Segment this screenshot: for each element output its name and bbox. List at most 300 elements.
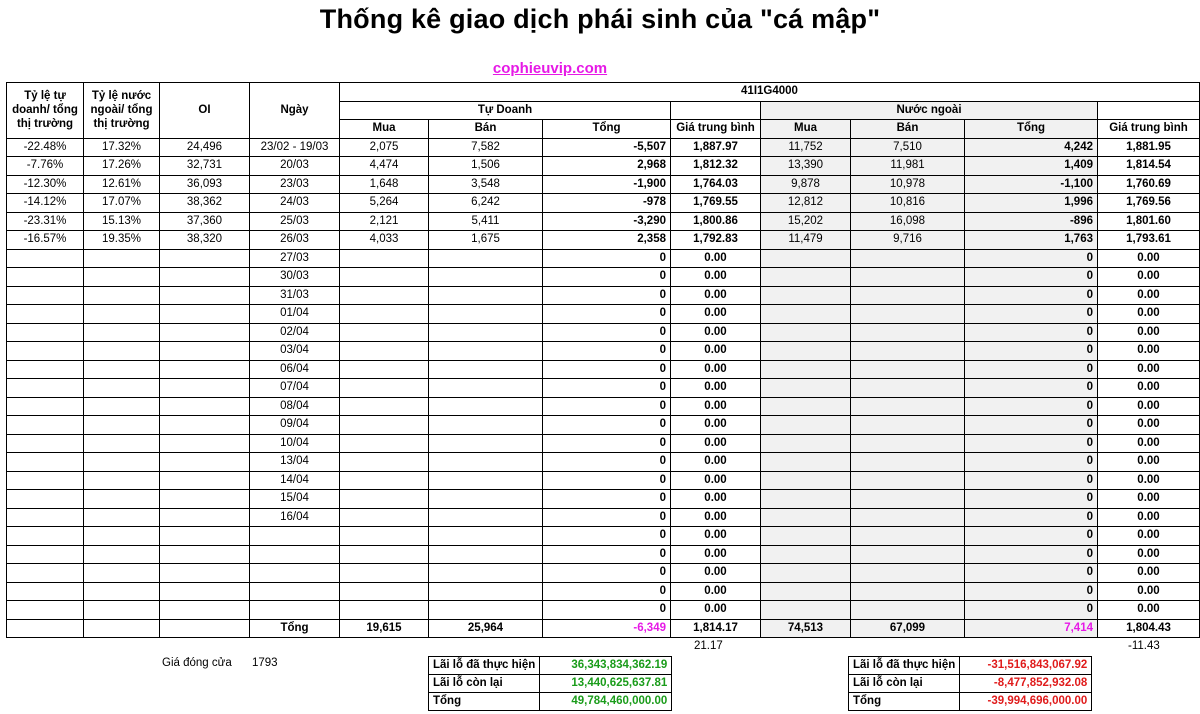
cell-oi [160,305,250,324]
cell-td-gia: 0.00 [671,564,761,583]
cell-nn-gia: 0.00 [1098,453,1200,472]
cell-oi [160,508,250,527]
cell-ratio-td [7,490,84,509]
cell-td-gia: 0.00 [671,601,761,620]
cell-td-mua [340,249,429,268]
header-tu-doanh: Tự Doanh [340,101,671,120]
cell-oi [160,564,250,583]
table-body [7,138,1200,619]
cell-nn-gia: 1,801.60 [1098,212,1200,231]
pl-td-realized-label: Lãi lỗ đã thực hiện [429,657,540,675]
site-link[interactable]: cophieuvip.com [492,60,608,77]
cell-td-gia: 0.00 [671,545,761,564]
table-row [7,527,1200,546]
cell-td-mua [340,490,429,509]
cell-td-mua [340,342,429,361]
cell-ratio-nn [84,564,160,583]
cell-nn-ban [851,508,965,527]
cell-ratio-nn: 15.13% [84,212,160,231]
cell-td-gia: 0.00 [671,268,761,287]
cell-td-gia: 0.00 [671,397,761,416]
cell-nn-mua [761,601,851,620]
cell-td-tong: 2,358 [543,231,671,250]
cell-oi [160,545,250,564]
table-row [7,434,1200,453]
cell-ratio-nn [84,397,160,416]
cell-ratio-nn: 12.61% [84,175,160,194]
cell-nn-gia: 0.00 [1098,416,1200,435]
cell-td-ban [429,564,543,583]
cell-date: 06/04 [250,360,340,379]
cell-td-mua [340,268,429,287]
cell-td-ban: 1,506 [429,157,543,176]
cell-td-tong: 0 [543,305,671,324]
cell-td-gia: 0.00 [671,453,761,472]
table-row [7,379,1200,398]
cell-td-tong: 0 [543,360,671,379]
cell-td-mua [340,508,429,527]
cell-ratio-td [7,601,84,620]
cell-td-gia: 0.00 [671,471,761,490]
cell-date [250,527,340,546]
header-date: Ngày [250,83,340,139]
total-blank-1 [7,619,84,638]
cell-nn-ban [851,601,965,620]
cell-ratio-td [7,286,84,305]
cell-nn-gia: 0.00 [1098,527,1200,546]
total-nn-tong: 7,414 [965,619,1098,638]
table-row [7,508,1200,527]
cell-date: 07/04 [250,379,340,398]
cell-nn-mua [761,360,851,379]
cell-ratio-nn [84,434,160,453]
header-nn-ban: Bán [851,120,965,139]
total-nn-mua: 74,513 [761,619,851,638]
cell-nn-tong: 0 [965,286,1098,305]
total-td-tong: -6,349 [543,619,671,638]
cell-date: 30/03 [250,268,340,287]
cell-date: 02/04 [250,323,340,342]
cell-td-ban [429,527,543,546]
header-nn-mua: Mua [761,120,851,139]
cell-nn-gia: 0.00 [1098,360,1200,379]
cell-ratio-nn [84,249,160,268]
pl-td-total: 49,784,460,000.00 [540,693,672,711]
cell-oi: 37,360 [160,212,250,231]
cell-nn-gia: 0.00 [1098,249,1200,268]
cell-nn-tong: 4,242 [965,138,1098,157]
cell-nn-gia: 1,814.54 [1098,157,1200,176]
cell-oi [160,286,250,305]
cell-td-tong: 0 [543,601,671,620]
cell-ratio-td [7,527,84,546]
total-blank-3 [160,619,250,638]
derivatives-table [6,82,1200,638]
cell-nn-mua [761,564,851,583]
cell-ratio-nn [84,286,160,305]
cell-nn-mua [761,527,851,546]
cell-ratio-td [7,416,84,435]
cell-ratio-td [7,249,84,268]
cell-td-ban [429,490,543,509]
cell-td-gia: 0.00 [671,323,761,342]
cell-nn-ban [851,434,965,453]
cell-td-ban [429,416,543,435]
cell-nn-ban [851,323,965,342]
cell-nn-mua: 13,390 [761,157,851,176]
close-price-label: Giá đóng cửa [162,657,232,669]
cell-nn-tong: 1,763 [965,231,1098,250]
pl-td-remaining-label: Lãi lỗ còn lại [429,675,540,693]
header-nn-tong: Tổng [965,120,1098,139]
cell-nn-mua [761,342,851,361]
cell-td-gia: 1,764.03 [671,175,761,194]
table-row [7,194,1200,213]
table-row [7,323,1200,342]
cell-td-tong: 0 [543,434,671,453]
cell-ratio-nn [84,305,160,324]
cell-ratio-td: -7.76% [7,157,84,176]
cell-nn-tong: 0 [965,453,1098,472]
cell-nn-tong: 0 [965,564,1098,583]
cell-nn-gia: 0.00 [1098,508,1200,527]
cell-td-mua: 4,474 [340,157,429,176]
cell-td-gia: 1,769.55 [671,194,761,213]
cell-td-mua [340,601,429,620]
pl-nn-realized: -31,516,843,067.92 [960,657,1092,675]
cell-nn-mua [761,471,851,490]
cell-td-mua [340,453,429,472]
cell-date: 23/02 - 19/03 [250,138,340,157]
cell-td-mua [340,323,429,342]
cell-date: 08/04 [250,397,340,416]
cell-td-gia: 0.00 [671,508,761,527]
cell-nn-tong: 0 [965,471,1098,490]
cell-td-tong: 0 [543,416,671,435]
cell-td-ban [429,323,543,342]
total-label: Tổng [250,619,340,638]
header-oi: OI [160,83,250,139]
cell-nn-ban [851,249,965,268]
cell-nn-tong: -896 [965,212,1098,231]
cell-td-gia: 0.00 [671,360,761,379]
cell-nn-mua: 15,202 [761,212,851,231]
cell-nn-mua [761,397,851,416]
cell-nn-gia: 0.00 [1098,545,1200,564]
cell-nn-gia: 0.00 [1098,601,1200,620]
cell-nn-ban [851,453,965,472]
cell-date: 24/03 [250,194,340,213]
cell-td-ban [429,545,543,564]
cell-td-gia: 1,887.97 [671,138,761,157]
cell-td-mua [340,434,429,453]
cell-ratio-td: -12.30% [7,175,84,194]
cell-td-tong: 0 [543,379,671,398]
cell-ratio-nn [84,601,160,620]
cell-ratio-td: -16.57% [7,231,84,250]
pl-nn-remaining: -8,477,852,932.08 [960,675,1092,693]
cell-ratio-nn: 17.32% [84,138,160,157]
cell-nn-tong: 0 [965,249,1098,268]
cell-td-mua [340,527,429,546]
cell-ratio-td [7,564,84,583]
cell-nn-ban: 10,978 [851,175,965,194]
cell-td-ban: 6,242 [429,194,543,213]
cell-td-ban: 3,548 [429,175,543,194]
cell-nn-gia: 0.00 [1098,379,1200,398]
cell-date [250,582,340,601]
header-td-gia: Giá trung bình [671,120,761,139]
table-row [7,601,1200,620]
cell-oi [160,249,250,268]
cell-nn-gia: 0.00 [1098,268,1200,287]
cell-ratio-nn [84,490,160,509]
cell-ratio-nn [84,582,160,601]
cell-nn-gia: 0.00 [1098,323,1200,342]
cell-ratio-td [7,545,84,564]
cell-date: 25/03 [250,212,340,231]
cell-nn-mua [761,453,851,472]
cell-ratio-nn [84,527,160,546]
cell-nn-ban [851,397,965,416]
pl-td-remaining: 13,440,625,637.81 [540,675,672,693]
total-td-ban: 25,964 [429,619,543,638]
cell-oi: 32,731 [160,157,250,176]
cell-td-tong: 0 [543,527,671,546]
cell-nn-ban: 10,816 [851,194,965,213]
cell-ratio-td [7,379,84,398]
cell-td-tong: 0 [543,490,671,509]
cell-td-tong: -3,290 [543,212,671,231]
cell-oi: 36,093 [160,175,250,194]
cell-nn-mua: 12,812 [761,194,851,213]
page-title: Thống kê giao dịch phái sinh của "cá mập" [319,4,881,34]
cell-td-ban [429,601,543,620]
table-row [7,416,1200,435]
table-row [7,564,1200,583]
header-contract: 41I1G4000 [340,83,1200,102]
header-blank-td [671,101,761,120]
cell-oi [160,582,250,601]
cell-td-mua [340,582,429,601]
table-row [7,545,1200,564]
total-blank-2 [84,619,160,638]
cell-date: 16/04 [250,508,340,527]
table-row [7,490,1200,509]
cell-oi [160,379,250,398]
cell-oi: 38,320 [160,231,250,250]
cell-td-gia: 0.00 [671,379,761,398]
cell-td-tong: 0 [543,508,671,527]
cell-nn-mua [761,490,851,509]
cell-nn-mua [761,416,851,435]
table-row [7,231,1200,250]
cell-nn-ban [851,268,965,287]
pl-td-total-label: Tổng [429,693,540,711]
cell-td-mua [340,564,429,583]
cell-ratio-nn [84,471,160,490]
pl-nn-realized-label: Lãi lỗ đã thực hiện [849,657,960,675]
cell-ratio-td [7,582,84,601]
cell-td-gia: 1,792.83 [671,231,761,250]
cell-date: 15/04 [250,490,340,509]
diff-nn: -11.43 [1128,640,1160,652]
total-td-mua: 19,615 [340,619,429,638]
total-nn-gia: 1,804.43 [1098,619,1200,638]
cell-nn-ban [851,582,965,601]
cell-td-mua [340,471,429,490]
cell-ratio-nn [84,342,160,361]
cell-nn-tong: 0 [965,527,1098,546]
table-row [7,157,1200,176]
cell-ratio-nn: 19.35% [84,231,160,250]
cell-td-tong: 0 [543,453,671,472]
table-row [7,453,1200,472]
cell-td-ban [429,582,543,601]
cell-td-tong: 0 [543,564,671,583]
cell-td-tong: 0 [543,249,671,268]
cell-ratio-td [7,360,84,379]
cell-nn-gia: 1,769.56 [1098,194,1200,213]
cell-nn-tong: -1,100 [965,175,1098,194]
cell-date: 14/04 [250,471,340,490]
total-nn-ban: 67,099 [851,619,965,638]
cell-td-tong: 0 [543,286,671,305]
cell-td-ban [429,268,543,287]
cell-td-ban [429,434,543,453]
cell-ratio-nn [84,416,160,435]
cell-td-ban [429,379,543,398]
table-row [7,249,1200,268]
cell-td-mua: 2,075 [340,138,429,157]
header-nn-gia: Giá trung bình [1098,120,1200,139]
cell-nn-ban [851,545,965,564]
cell-nn-tong: 0 [965,379,1098,398]
cell-nn-mua [761,323,851,342]
header-td-ban: Bán [429,120,543,139]
cell-td-mua: 1,648 [340,175,429,194]
cell-ratio-nn [84,360,160,379]
cell-nn-mua [761,286,851,305]
cell-nn-tong: 0 [965,397,1098,416]
cell-td-tong: -5,507 [543,138,671,157]
cell-ratio-nn [84,268,160,287]
cell-td-ban: 7,582 [429,138,543,157]
cell-nn-ban [851,564,965,583]
cell-td-gia: 0.00 [671,434,761,453]
table-row [7,305,1200,324]
cell-td-gia: 1,800.86 [671,212,761,231]
cell-date: 23/03 [250,175,340,194]
cell-td-mua: 4,033 [340,231,429,250]
cell-td-ban: 1,675 [429,231,543,250]
cell-nn-gia: 1,793.61 [1098,231,1200,250]
cell-oi [160,601,250,620]
cell-td-ban [429,249,543,268]
cell-td-tong: 0 [543,545,671,564]
pl-nn-total: -39,994,696,000.00 [960,693,1092,711]
table-row [7,268,1200,287]
table-row [7,471,1200,490]
cell-nn-gia: 0.00 [1098,305,1200,324]
header-td-mua: Mua [340,120,429,139]
cell-td-gia: 0.00 [671,527,761,546]
cell-nn-mua [761,434,851,453]
cell-nn-tong: 0 [965,508,1098,527]
cell-oi [160,527,250,546]
header-nuoc-ngoai: Nước ngoài [761,101,1098,120]
cell-oi: 38,362 [160,194,250,213]
cell-nn-ban: 9,716 [851,231,965,250]
cell-td-ban [429,360,543,379]
cell-nn-mua [761,508,851,527]
cell-nn-mua [761,268,851,287]
cell-nn-tong: 0 [965,601,1098,620]
cell-nn-mua [761,305,851,324]
cell-nn-tong: 0 [965,490,1098,509]
cell-nn-gia: 1,881.95 [1098,138,1200,157]
cell-nn-mua: 9,878 [761,175,851,194]
cell-date: 09/04 [250,416,340,435]
cell-td-mua: 5,264 [340,194,429,213]
cell-nn-mua [761,582,851,601]
pl-td-realized: 36,343,834,362.19 [540,657,672,675]
cell-nn-gia: 0.00 [1098,434,1200,453]
header-blank-nn [1098,101,1200,120]
cell-nn-gia: 0.00 [1098,471,1200,490]
cell-td-mua [340,286,429,305]
pl-table-tu-doanh [428,656,672,711]
cell-nn-ban [851,360,965,379]
cell-ratio-td [7,397,84,416]
table-row [7,175,1200,194]
cell-ratio-nn: 17.07% [84,194,160,213]
cell-oi [160,416,250,435]
cell-td-mua [340,379,429,398]
total-row [7,619,1200,638]
cell-td-ban [429,471,543,490]
cell-td-mua [340,397,429,416]
cell-ratio-nn [84,453,160,472]
cell-nn-ban [851,286,965,305]
cell-nn-tong: 1,409 [965,157,1098,176]
table-row [7,397,1200,416]
cell-ratio-td [7,508,84,527]
cell-nn-tong: 0 [965,323,1098,342]
cell-date: 13/04 [250,453,340,472]
cell-td-mua [340,545,429,564]
cell-nn-ban [851,527,965,546]
cell-ratio-td [7,342,84,361]
cell-td-ban [429,508,543,527]
close-price-value: 1793 [252,657,278,669]
cell-nn-gia: 0.00 [1098,582,1200,601]
cell-td-tong: -1,900 [543,175,671,194]
table-row [7,138,1200,157]
cell-td-mua: 2,121 [340,212,429,231]
cell-td-ban [429,286,543,305]
cell-nn-tong: 0 [965,416,1098,435]
cell-td-gia: 0.00 [671,305,761,324]
cell-ratio-td [7,434,84,453]
cell-td-gia: 1,812.32 [671,157,761,176]
cell-ratio-td [7,305,84,324]
cell-nn-gia: 0.00 [1098,490,1200,509]
cell-ratio-td [7,453,84,472]
cell-td-tong: 0 [543,323,671,342]
cell-date: 31/03 [250,286,340,305]
cell-nn-mua [761,379,851,398]
